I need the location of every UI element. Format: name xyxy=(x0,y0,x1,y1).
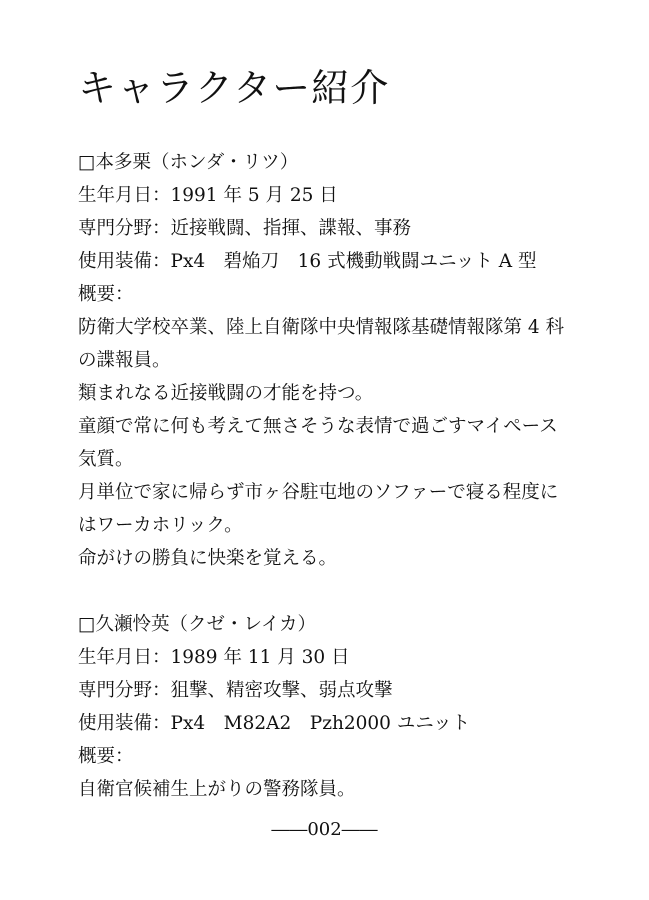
summary-line: 月単位で家に帰らず市ヶ谷駐屯地のソファーで寝る程度に xyxy=(78,482,559,503)
character-equipment: 使用装備：Px4 M82A2 Pzh2000 ユニット xyxy=(78,713,471,734)
character-section-kuze xyxy=(78,608,578,806)
character-specialty: 専門分野：狙撃、精密攻撃、弱点攻撃 xyxy=(78,680,393,701)
character-section-honda xyxy=(78,146,578,575)
character-name: □久瀬怜英（クゼ・レイカ） xyxy=(78,614,317,635)
body-text xyxy=(78,146,578,806)
page-title: キャラクター紹介 xyxy=(78,66,390,110)
summary-line: 自衛官候補生上がりの警務隊員。 xyxy=(78,779,356,800)
summary-line: 防衛大学校卒業、陸上自衛隊中央情報隊基礎情報隊第 4 科 xyxy=(78,317,565,338)
summary-label: 概要： xyxy=(78,746,134,767)
summary-line: 童顔で常に何も考えて無さそうな表情で過ごすマイペース xyxy=(78,416,558,437)
character-birthday: 生年月日：1989 年 11 月 30 日 xyxy=(78,647,350,668)
character-birthday: 生年月日：1991 年 5 月 25 日 xyxy=(78,185,338,206)
summary-line: の諜報員。 xyxy=(78,350,171,371)
page-number: ――002―― xyxy=(271,819,378,840)
character-name: □本多栗（ホンダ・リツ） xyxy=(78,152,299,173)
summary-line: 命がけの勝負に快楽を覚える。 xyxy=(78,548,338,569)
summary-line: 類まれなる近接戦闘の才能を持つ。 xyxy=(78,383,374,404)
character-equipment: 使用装備：Px4 碧焔刀 16 式機動戦闘ユニット A 型 xyxy=(78,251,537,272)
summary-line: 気質。 xyxy=(78,449,134,470)
summary-label: 概要： xyxy=(78,284,134,305)
character-specialty: 専門分野：近接戦闘、指揮、諜報、事務 xyxy=(78,218,412,239)
summary-line: はワーカホリック。 xyxy=(78,515,243,536)
section-spacer xyxy=(78,575,578,608)
